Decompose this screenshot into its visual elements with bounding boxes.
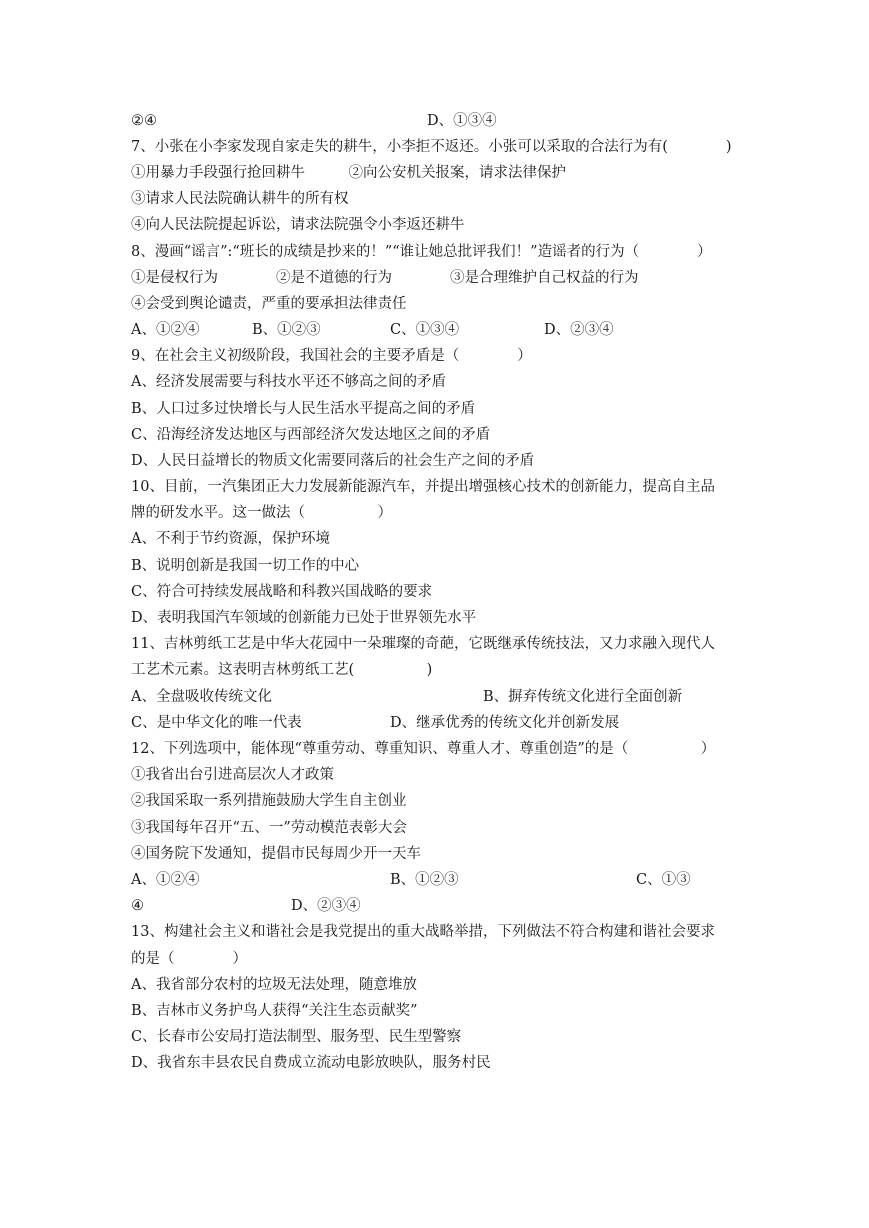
q9-option-d: D、人民日益增长的物质文化需要同落后的社会生产之间的矛盾 (131, 453, 535, 469)
q12-option-a: A、①②④ (131, 872, 200, 888)
q8-item: ④会受到舆论谴责，严重的要承担法律责任 (131, 296, 407, 312)
q12-item: ①我省出台引进高层次人才政策 (131, 767, 334, 783)
q10-stem: 牌的研发水平。这一做法（ ） (131, 505, 392, 521)
q10-option-d: D、表明我国汽车领域的创新能力已处于世界领先水平 (131, 610, 477, 626)
q7-stem: 7、小张在小李家发现自家走失的耕牛，小李拒不返还。小张可以采取的合法行为有( ) (131, 139, 732, 155)
q8-stem: 8、漫画“谣言”:“班长的成绩是抄来的！”“谁让她总批评我们！”造谣者的行为（ ） (131, 244, 712, 260)
q13-stem: 13、构建社会主义和谐社会是我党提出的重大战略举措，下列做法不符合构建和谐社会要求 (131, 924, 715, 940)
q11-stem: 工艺术元素。这表明吉林剪纸工艺( ) (131, 662, 433, 678)
q12-option-b: B、①②③ (390, 872, 459, 888)
q10-option-a: A、不利于节约资源，保护环境 (131, 531, 330, 547)
q8-option-c: C、①③④ (390, 322, 460, 338)
q12-option-d: D、②③④ (291, 898, 361, 914)
q9-option-b: B、人口过多过快增长与人民生活水平提高之间的矛盾 (131, 401, 476, 417)
q11-option-c: C、是中华文化的唯一代表 (131, 715, 302, 731)
q12-option-c-wrap: ④ (131, 898, 144, 914)
q9-option-c: C、沿海经济发达地区与西部经济欠发达地区之间的矛盾 (131, 427, 491, 443)
q7-item: ①用暴力手段强行抢回耕牛 ②向公安机关报案，请求法律保护 (131, 165, 566, 181)
q8-option-d: D、②③④ (544, 322, 614, 338)
q9-stem: 9、在社会主义初级阶段，我国社会的主要矛盾是（ ） (131, 348, 532, 364)
q10-option-c: C、符合可持续发展战略和科教兴国战略的要求 (131, 584, 433, 600)
q13-stem: 的是（ ） (131, 951, 247, 967)
q11-option-d: D、继承优秀的传统文化并创新发展 (390, 715, 620, 731)
q13-option-a: A、我省部分农村的垃圾无法处理，随意堆放 (131, 977, 417, 993)
q13-option-b: B、吉林市义务护鸟人获得“关注生态贡献奖” (131, 1003, 418, 1019)
q11-stem: 11、吉林剪纸工艺是中华大花园中一朵璀璨的奇葩，它既继承传统技法，又力求融入现代人 (131, 636, 715, 652)
q12-item: ②我国采取一系列措施鼓励大学生自主创业 (131, 793, 407, 809)
q12-item: ③我国每年召开“五、一”劳动模范表彰大会 (131, 820, 407, 836)
q7-item: ③请求人民法院确认耕牛的所有权 (131, 191, 349, 207)
q12-option-c: C、①③ (636, 872, 691, 888)
q10-stem: 10、目前，一汽集团正大力发展新能源汽车，并提出增强核心技术的创新能力，提高自主品 (131, 479, 715, 495)
q7-item: ④向人民法院提起诉讼，请求法院强令小李返还耕牛 (131, 217, 465, 233)
q13-option-d: D、我省东丰县农民自费成立流动电影放映队，服务村民 (131, 1055, 491, 1071)
q8-item: ①是侵权行为 ②是不道德的行为 ③是合理维护自己权益的行为 (131, 270, 639, 286)
q8-option-a: A、①②④ (131, 322, 200, 338)
q6-option-d: D、①③④ (427, 113, 497, 129)
q9-option-a: A、经济发展需要与科技水平还不够高之间的矛盾 (131, 374, 446, 390)
q11-option-a: A、全盘吸收传统文化 (131, 689, 272, 705)
q10-option-b: B、说明创新是我国一切工作的中心 (131, 558, 360, 574)
q8-option-b: B、①②③ (252, 322, 321, 338)
q12-stem: 12、下列选项中，能体现“尊重劳动、尊重知识、尊重人才、尊重创造”的是（ ） (131, 741, 716, 757)
q6-option-c: ②④ (131, 113, 157, 129)
q11-option-b: B、摒弃传统文化进行全面创新 (483, 689, 683, 705)
q13-option-c: C、长春市公安局打造法制型、服务型、民生型警察 (131, 1029, 462, 1045)
q12-item: ④国务院下发通知，提倡市民每周少开一天车 (131, 846, 421, 862)
